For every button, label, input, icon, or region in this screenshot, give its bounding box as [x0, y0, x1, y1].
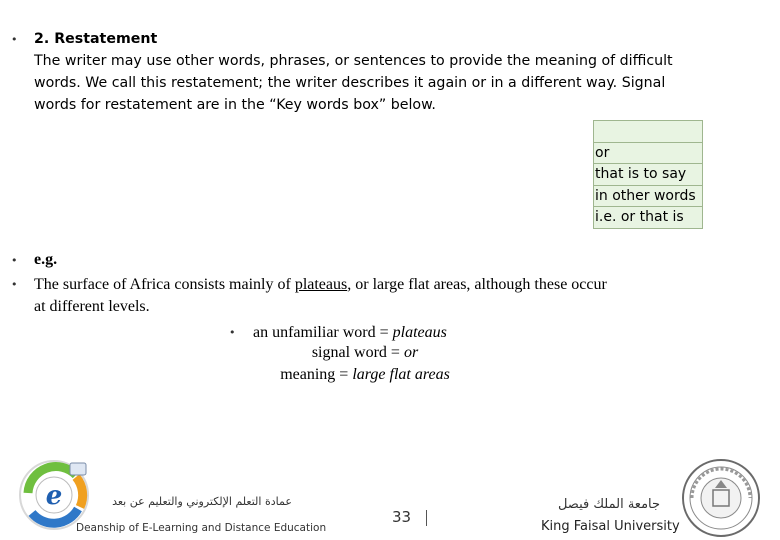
- example-underlined-word: plateaus: [294, 276, 348, 293]
- example-sentence-start: The surface of Africa consists mainly of: [34, 276, 295, 293]
- section-text-line: The writer may use other words, phrases, or sentences to provide the meaning of difficult: [34, 53, 673, 69]
- svg-text:e: e: [45, 481, 63, 511]
- page-divider: [426, 510, 427, 526]
- signal-word-value: or: [403, 344, 419, 361]
- meaning-value: large flat areas: [352, 366, 450, 383]
- page-number: 33: [392, 508, 412, 526]
- meaning-label: meaning =: [280, 366, 353, 383]
- signal-word-line: [185, 344, 545, 362]
- example-label: e.g.: [34, 251, 58, 268]
- deanship-arabic: عمادة التعلم الإلكتروني والتعليم عن بعد: [112, 495, 292, 508]
- section-text-line: words for restatement are in the “Key words box” below.: [34, 97, 436, 113]
- key-words-cell: [594, 121, 703, 143]
- section-heading: 2. Restatement: [34, 31, 158, 47]
- meaning-line: [185, 366, 545, 384]
- bullet: •: [11, 33, 18, 46]
- key-words-cell: i.e. or that is: [594, 207, 703, 229]
- example-sentence: [34, 274, 754, 296]
- bullet: •: [11, 278, 18, 291]
- unfamiliar-word-label: an unfamiliar word =: [253, 324, 393, 341]
- bullet: •: [11, 254, 18, 267]
- deanship-english: Deanship of E-Learning and Distance Education: [76, 522, 327, 534]
- university-english: King Faisal University: [541, 519, 680, 534]
- unfamiliar-word-line: [253, 322, 447, 344]
- signal-word-label: signal word =: [311, 344, 404, 361]
- restatement-section: [34, 28, 734, 116]
- university-seal-logo: [680, 458, 762, 538]
- key-words-box: [593, 120, 703, 229]
- key-words-cell: that is to say: [594, 164, 703, 186]
- section-text-line: words. We call this restatement; the writer describes it again or in a different way. Signal: [34, 75, 666, 91]
- bullet: •: [229, 326, 236, 339]
- university-arabic: جامعة الملك فيصل: [557, 497, 661, 512]
- example-sentence-end: , or large flat areas, although these occur: [347, 276, 607, 293]
- key-words-cell: in other words: [594, 185, 703, 207]
- key-words-cell: or: [594, 142, 703, 164]
- unfamiliar-word-value: plateaus: [392, 324, 447, 341]
- example-sentence-line2: at different levels.: [34, 298, 150, 315]
